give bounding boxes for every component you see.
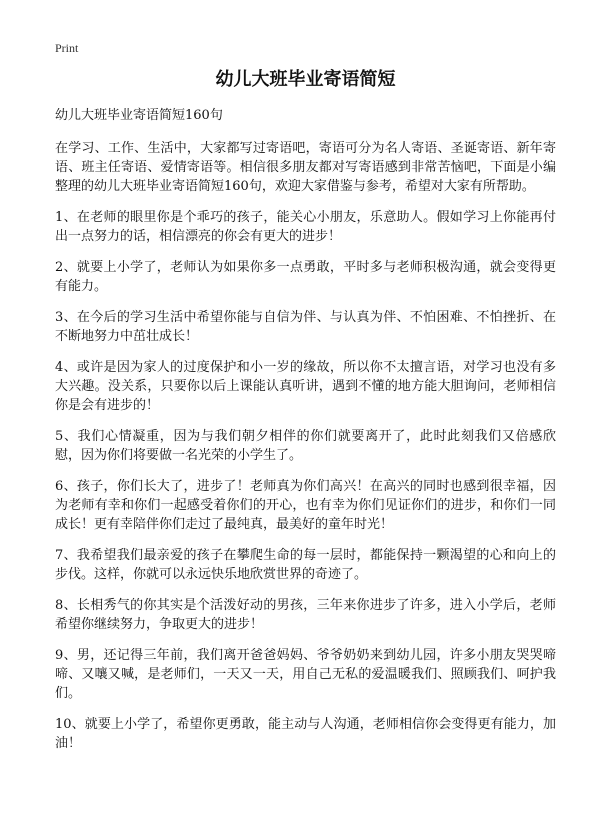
message-paragraph: 4、或许是因为家人的过度保护和小一岁的缘故，所以你不太擅言语，对学习也没有多大兴趣。没关系，只要你以后上课能认真听讲，遇到不懂的地方能大胆询问，老师相信你是会有进步的！	[55, 360, 556, 413]
message-paragraph: 3、在今后的学习生活中希望你能与自信为伴、与认真为伴、不怕困难、不怕挫折、在不断地努力中茁壮成长！	[55, 310, 556, 344]
intro-paragraph: 在学习、工作、生活中，大家都写过寄语吧，寄语可分为名人寄语、圣诞寄语、新年寄语、班主任寄语、爱情寄语等。相信很多朋友都对写寄语感到非常苦恼吧，下面是小编整理的幼儿大班毕业寄语简短160句，欢迎大家借鉴与参考，希望对大家有所帮助。	[55, 141, 556, 194]
message-paragraph: 7、我希望我们最亲爱的孩子在攀爬生命的每一层时，都能保持一颗渴望的心和向上的步伐。这样，你就可以永远快乐地欣赏世界的奇迹了。	[55, 548, 556, 582]
message-paragraph: 6、孩子，你们长大了，进步了！老师真为你们高兴！在高兴的同时也感到很幸福，因为老师有幸和你们一起感受着你们的开心，也有幸为你们见证你们的进步，和你们一同成长！更有幸陪伴你们走过了最纯真，最美好的童年时光！	[55, 479, 556, 532]
message-paragraph: 5、我们心情凝重，因为与我们朝夕相伴的你们就要离开了，此时此刻我们又倍感欣慰，因为你们将要做一名光荣的小学生了。	[55, 429, 556, 463]
print-link[interactable]: Print	[55, 41, 79, 55]
message-paragraph: 9、男，还记得三年前，我们离开爸爸妈妈、爷爷奶奶来到幼儿园，许多小朋友哭哭啼啼、又嚷又喊，是老师们，一天又一天，用自己无私的爱温暖我们、照顾我们、呵护我们。	[55, 648, 556, 701]
message-paragraph: 8、长相秀气的你其实是个活泼好动的男孩，三年来你进步了许多，进入小学后，老师希望你继续努力，争取更大的进步！	[55, 598, 556, 632]
document-title: 幼儿大班毕业寄语简短	[215, 69, 396, 90]
message-paragraph: 10、就要上小学了，希望你更勇敢，能主动与人沟通，老师相信你会变得更有能力，加油！	[55, 717, 556, 751]
message-paragraph: 2、就要上小学了，老师认为如果你多一点勇敢，平时多与老师积极沟通，就会变得更有能力。	[55, 260, 556, 294]
document-subtitle: 幼儿大班毕业寄语简短160句	[55, 108, 223, 123]
message-paragraph: 1、在老师的眼里你是个乖巧的孩子，能关心小朋友，乐意助人。假如学习上你能再付出一点努力的话，相信漂亮的你会有更大的进步！	[55, 210, 556, 244]
